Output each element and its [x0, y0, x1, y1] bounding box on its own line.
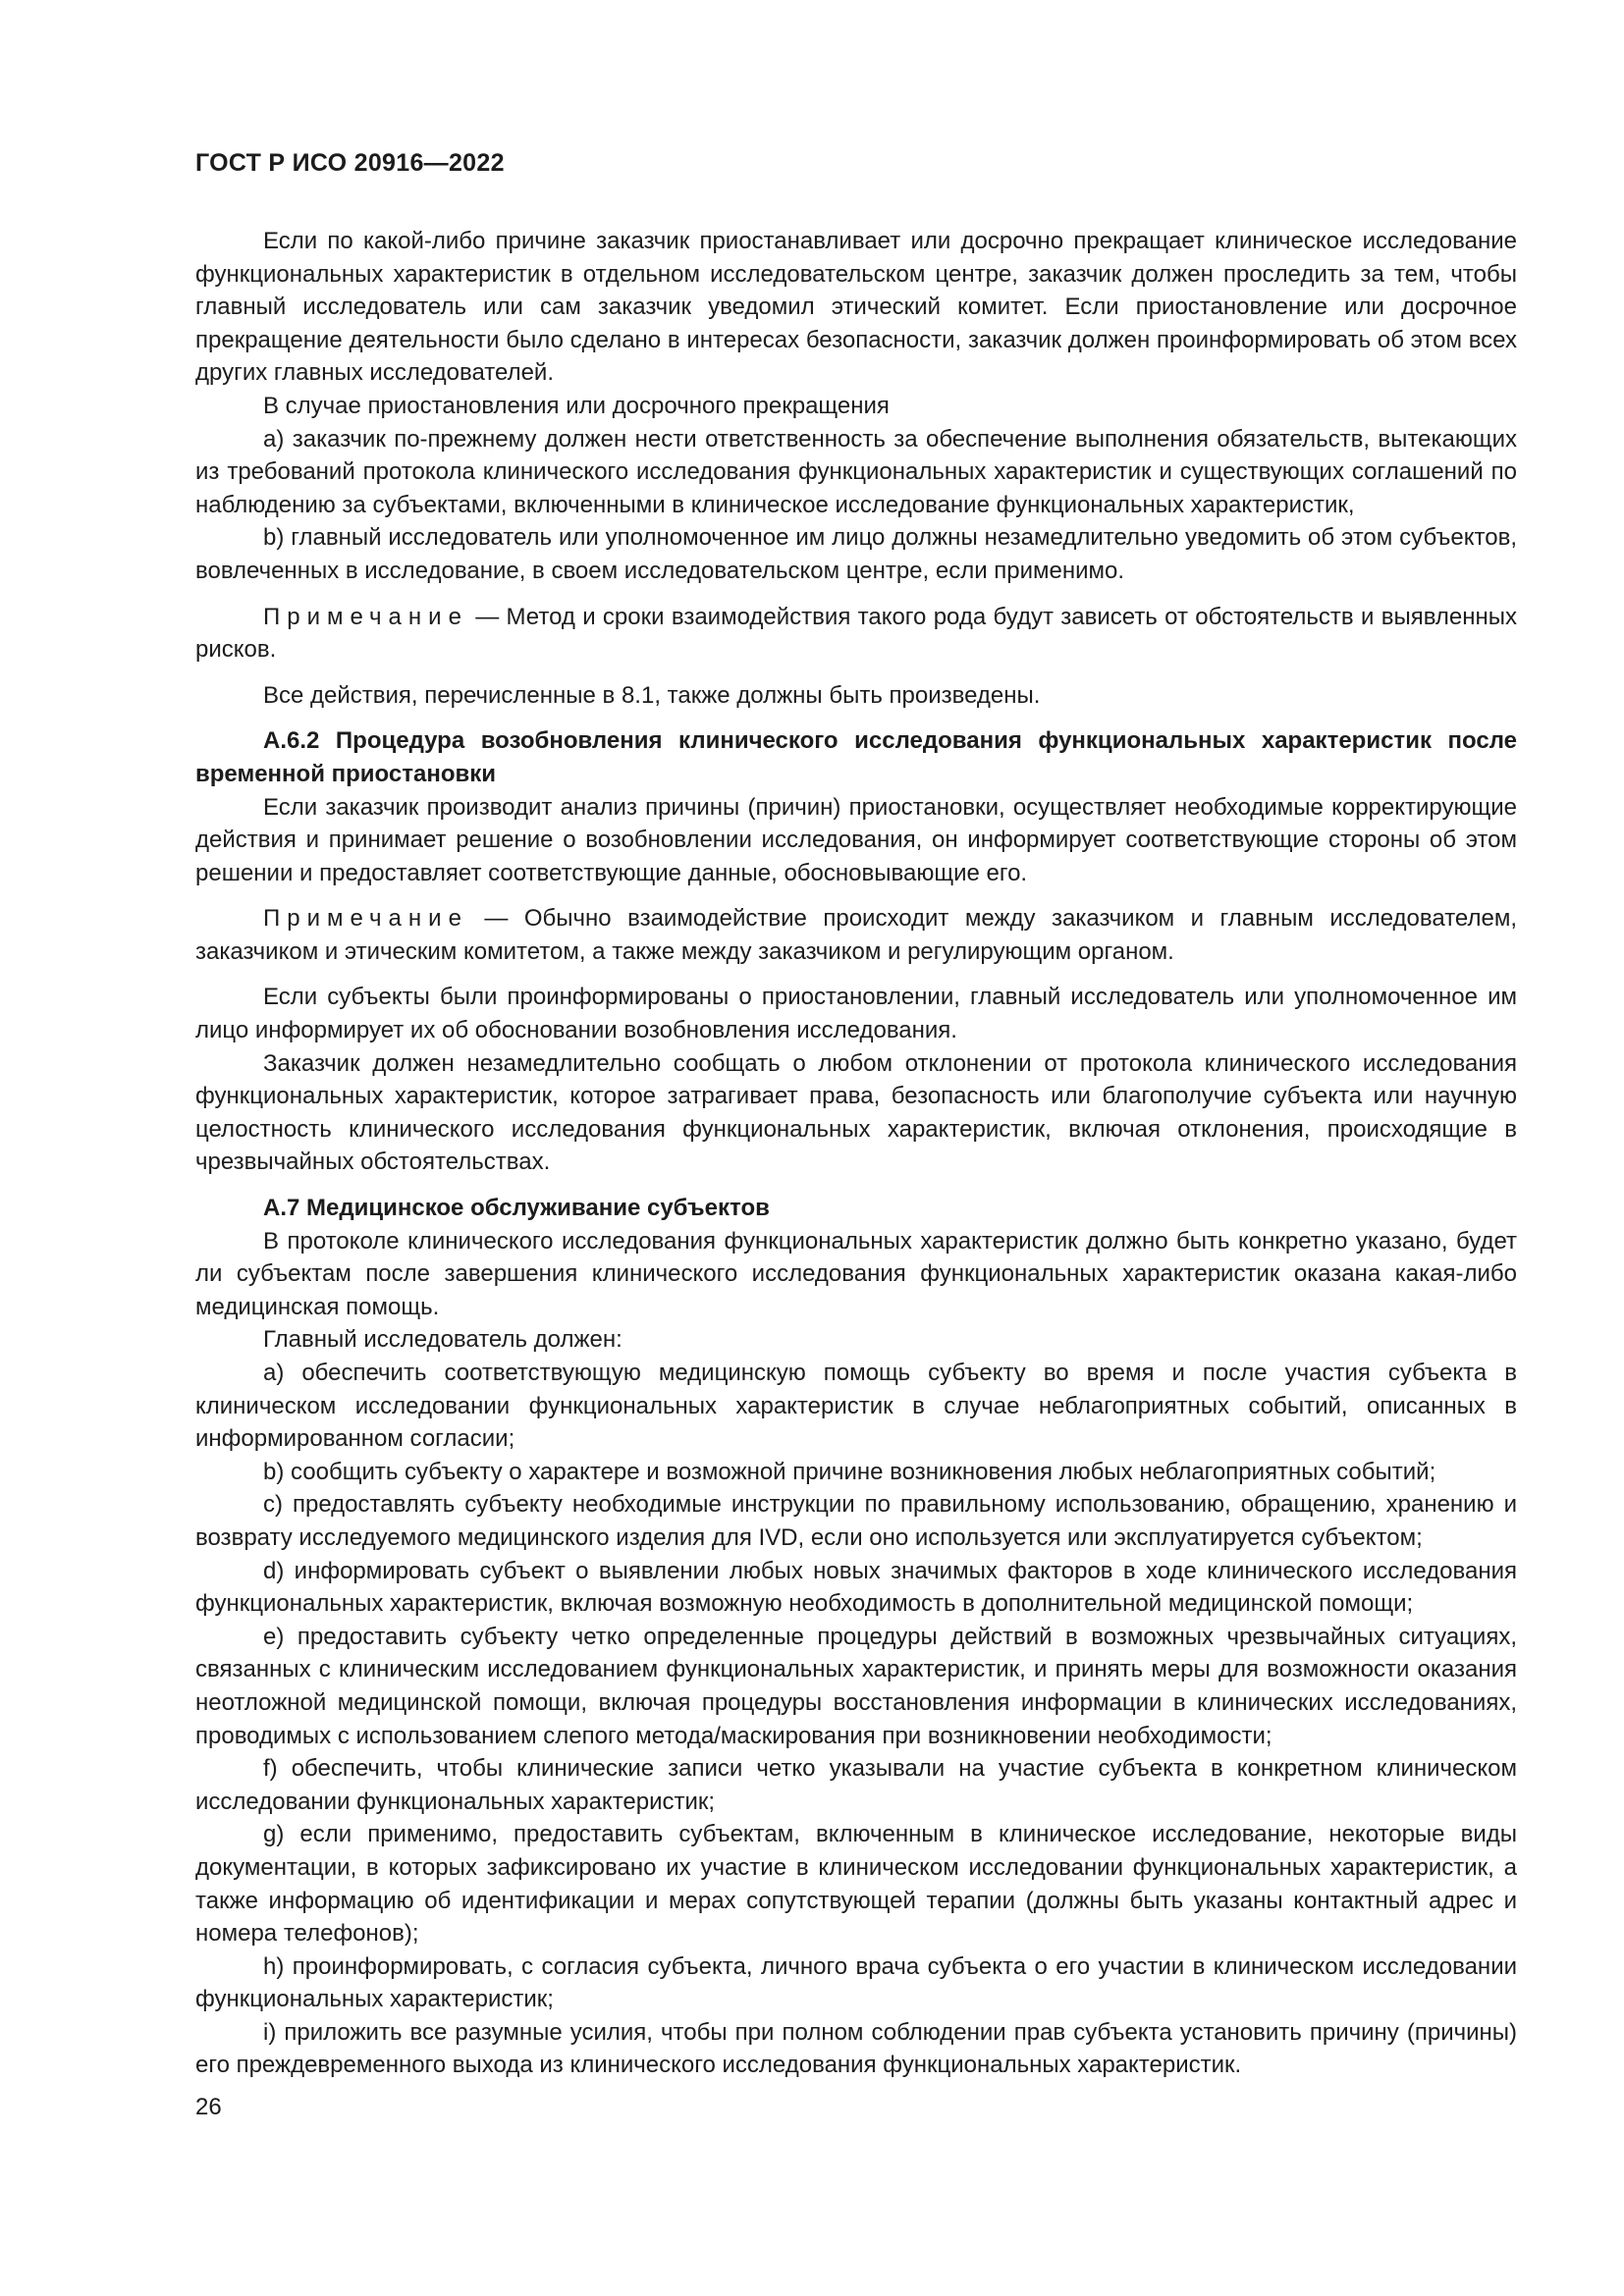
page-number: 26 [195, 2094, 222, 2120]
note-label: Примечание [263, 603, 468, 630]
note [195, 902, 1517, 968]
paragraph: Все действия, перечисленные в 8.1, также должны быть произведены. [263, 681, 1041, 709]
section-heading: А.7 Медицинское обслуживание субъектов [263, 1195, 770, 1222]
note-text: — Метод и сроки взаимодействия такого рода будут зависеть от обстоятельств и выявленных рисков. [195, 603, 1517, 664]
paragraph: Заказчик должен незамедлительно сообщать о любом отклонении от протокола клинического исследования функциональных характеристик, которое затрагивает права, безопасность или благополучие субъекта или научную целостность клинического исследования функциональных характеристик, включая отклонения, происходящие в чрезвычайных обстоятельствах. [195, 1049, 1517, 1176]
list-item: d) информировать субъект о выявлении любых новых значимых факторов в ходе клинического исследования функциональных характеристик, включая возможную необходимость в дополнительной медицинской помощи; [195, 1557, 1517, 1618]
list-item: a) обеспечить соответствующую медицинскую помощь субъекту во время и после участия субъекта в клиническом исследовании функциональных характеристик в случае неблагоприятных событий, описанных в информированном согласии; [195, 1360, 1517, 1453]
list-item: c) предоставлять субъекту необходимые инструкции по правильному использованию, обращению, хранению и возврату исследуемого медицинского изделия для IVD, если оно используется или эксплуатируется субъектом; [195, 1491, 1517, 1551]
page-body [195, 225, 1517, 2082]
paragraph: Если субъекты были проинформированы о приостановлении, главный исследователь или уполномоченное им лицо информирует их об обосновании возобновления исследования. [195, 984, 1517, 1044]
list-item: i) приложить все разумные усилия, чтобы при полном соблюдении прав субъекта установить причину (причины) его преждевременного выхода из клинического исследования функциональных характеристик. [195, 2018, 1517, 2079]
note [195, 601, 1517, 667]
list-item: h) проинформировать, с согласия субъекта, личного врача субъекта о его участии в клиническом исследовании функциональных характеристик; [195, 1952, 1517, 2013]
paragraph: Главный исследователь должен: [263, 1326, 623, 1354]
paragraph: Если заказчик производит анализ причины (причин) приостановки, осуществляет необходимые корректирующие действия и принимает решение о возобновлении исследования, он информирует соответствующие стороны об этом решении и предоставляет соответствующие данные, обосновывающие его. [195, 793, 1517, 886]
list-item: g) если применимо, предоставить субъектам, включенным в клиническое исследование, некоторые виды документации, в которых зафиксировано их участие в клиническом исследовании функциональных характеристик, а также информацию об идентификации и мерах сопутствующей терапии (должны быть указаны контактный адрес и номера телефонов); [195, 1821, 1517, 1948]
paragraph: Если по какой-либо причине заказчик приостанавливает или досрочно прекращает клиническое исследование функциональных характеристик в отдельном исследовательском центре, заказчик должен проследить за тем, чтобы главный исследователь или сам заказчик уведомил этический комитет. Если приостановление или досрочное прекращение деятельности было сделано в интересах безопасности, заказчик должен проинформировать об этом всех других главных исследователей. [195, 228, 1517, 387]
list-item: f) обеспечить, чтобы клинические записи четко указывали на участие субъекта в конкретном клиническом исследовании функциональных характеристик; [195, 1755, 1517, 1815]
list-item: e) предоставить субъекту четко определенные процедуры действий в возможных чрезвычайных ситуациях, связанных с клиническим исследованием функциональных характеристик, и принять меры для возможности оказания неотложной медицинской помощи, включая процедуры восстановления информации в клинических исследованиях, проводимых с использованием слепого метода/маскирования при возникновении необходимости; [195, 1623, 1517, 1749]
section-heading: А.6.2 Процедура возобновления клинического исследования функциональных характеристик после временной приостановки [195, 727, 1517, 787]
note-label: Примечание [263, 905, 468, 933]
document-id-header: ГОСТ Р ИСО 20916—2022 [195, 149, 505, 177]
paragraph: В случае приостановления или досрочного прекращения [263, 392, 890, 419]
list-item: b) сообщить субъекту о характере и возможной причине возникновения любых неблагоприятных событий; [263, 1458, 1436, 1485]
note-text: — Обычно взаимодействие происходит между заказчиком и главным исследователем, заказчиком и этическим комитетом, а также между заказчиком и регулирующим органом. [195, 905, 1517, 965]
paragraph: В протоколе клинического исследования функциональных характеристик должно быть конкретно указано, будет ли субъектам после завершения клинического исследования функциональных характеристик оказана какая-либо медицинская помощь. [195, 1227, 1517, 1320]
list-item: b) главный исследователь или уполномоченное им лицо должны незамедлительно уведомить об этом субъектов, вовлеченных в исследование, в своем исследовательском центре, если применимо. [195, 524, 1517, 584]
list-item: a) заказчик по-прежнему должен нести ответственность за обеспечение выполнения обязательств, вытекающих из требований протокола клинического исследования функциональных характеристик и существующих соглашений по наблюдению за субъектами, включенными в клиническое исследование функциональных характеристик, [195, 425, 1517, 518]
